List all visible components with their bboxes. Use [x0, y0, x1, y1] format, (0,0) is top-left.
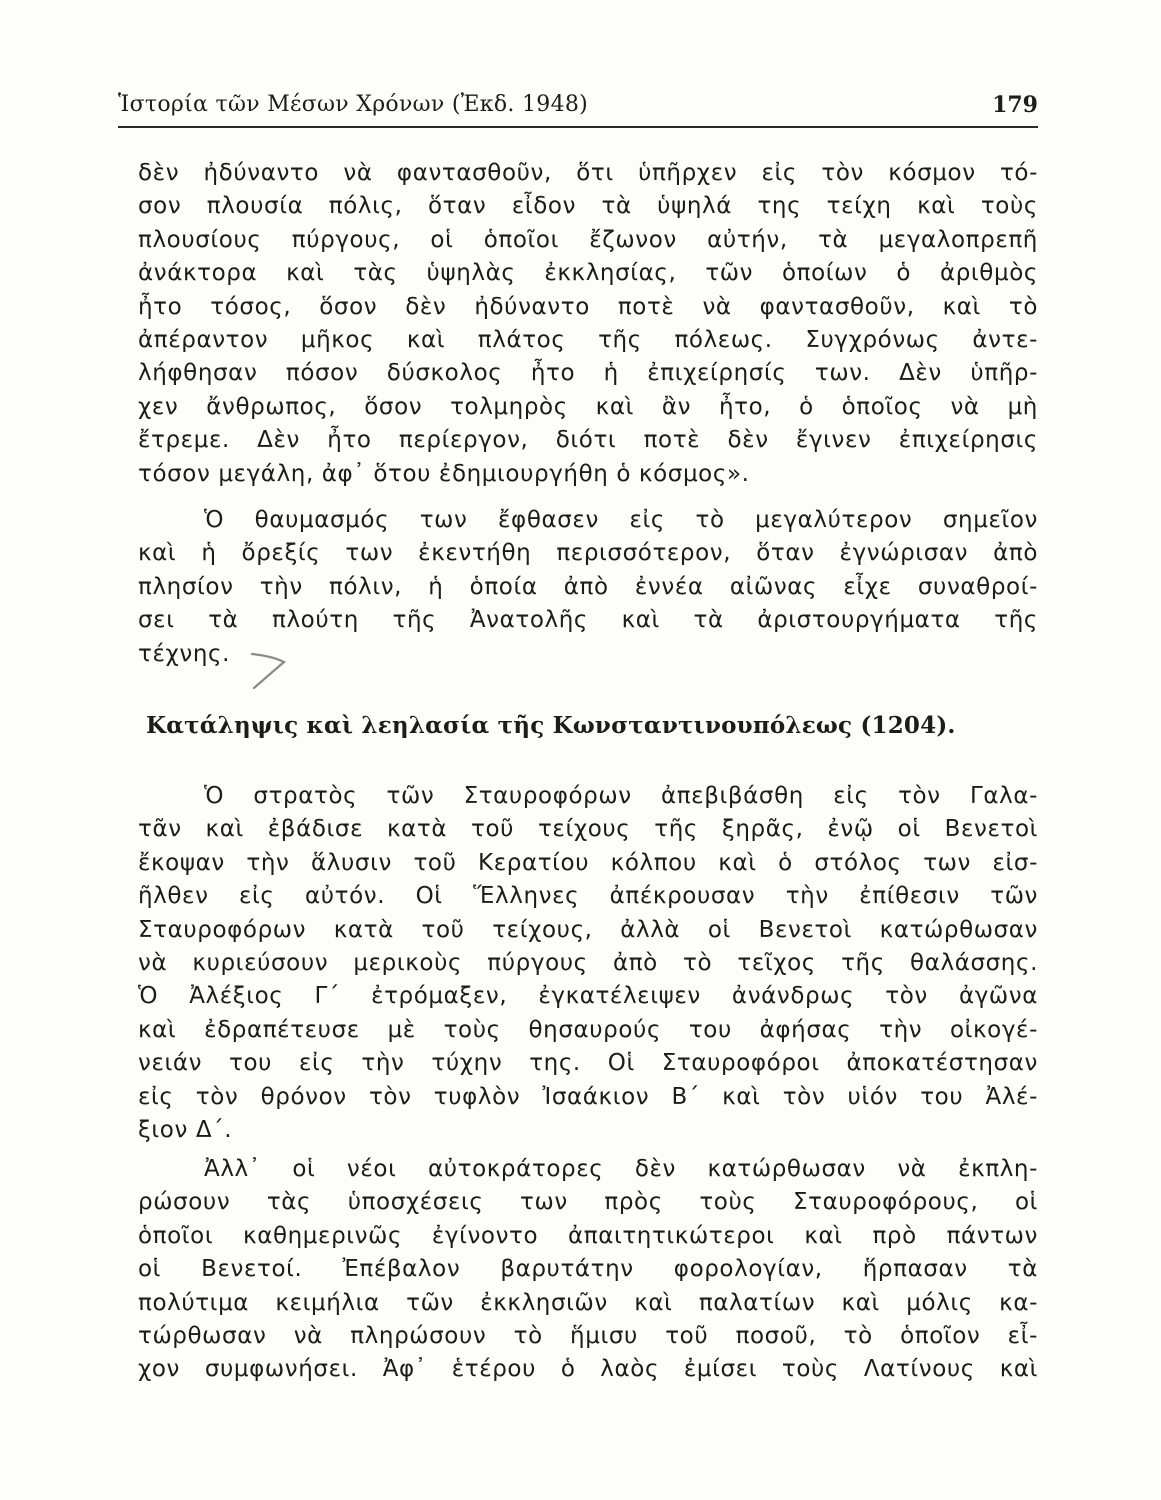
text-line: ἀπέραντον μῆκος καὶ πλάτος τῆς πόλεως. Συγχρόνως ἀντε-	[138, 326, 1038, 353]
text-line: τώρθωσαν νὰ πληρώσουν τὸ ἥμισυ τοῦ ποσοῦ, τὸ ὁποῖον εἶ-	[138, 1322, 1038, 1349]
text-line: σον πλουσία πόλις, ὅταν εἶδον τὰ ὑψηλά της τείχη καὶ τοὺς	[138, 193, 1038, 220]
text-line: ρώσουν τὰς ὑποσχέσεις των πρὸς τοὺς Σταυροφόρους, οἱ	[138, 1189, 1038, 1216]
paragraph-4	[138, 1153, 1038, 1387]
text-line: Ὁ θαυμασμός των ἔφθασεν εἰς τὸ μεγαλύτερον σημεῖον	[204, 507, 1038, 533]
text-line: ῆλθεν εἰς αὐτόν. Οἱ Ἕλληνες ἀπέκρουσαν τὴν ἐπίθεσιν τῶν	[138, 883, 1038, 910]
running-header-title: Ἱστορία τῶν Μέσων Χρόνων (Ἐκδ. 1948)	[118, 92, 589, 117]
paragraph-3	[138, 780, 1038, 1147]
text-line: Ὁ στρατὸς τῶν Σταυροφόρων ἀπεβιβάσθη εἰς τὸν Γαλα-	[204, 783, 1038, 809]
section-heading: Κατάληψις καὶ λεηλασία τῆς Κωνσταντινουπόλεως (1204).	[146, 712, 956, 739]
text-line: τόσον μεγάλη, ἀφ᾽ ὅτου ἐδημιουργήθη ὁ κόσμος».	[138, 460, 750, 487]
text-line: καὶ ἡ ὄρεξίς των ἐκεντήθη περισσότερον, ὅταν ἐγνώρισαν ἀπὸ	[138, 540, 1038, 567]
text-line: σει τὰ πλούτη τῆς Ἀνατολῆς καὶ τὰ ἀριστουργήματα τῆς	[138, 607, 1038, 634]
text-line: πλουσίους πύργους, οἱ ὁποῖοι ἔζωνον αὐτήν, τὰ μεγαλοπρεπῆ	[138, 226, 1038, 253]
text-line: νειάν του εἰς τὴν τύχην της. Οἱ Σταυροφόροι ἀποκατέστησαν	[138, 1050, 1038, 1077]
text-line: εἰς τὸν θρόνον τὸν τυφλὸν Ἰσαάκιον Β΄ καὶ τὸν υἱόν του Ἀλέ-	[138, 1083, 1038, 1110]
text-line: νὰ κυριεύσουν μερικοὺς πύργους ἀπὸ τὸ τεῖχος τῆς θαλάσσης.	[138, 949, 1038, 976]
paragraph-1	[138, 157, 1038, 491]
text-line: καὶ ἐδραπέτευσε μὲ τοὺς θησαυρούς του ἀφήσας τὴν οἰκογέ-	[138, 1016, 1038, 1043]
text-line: ἔκοψαν τὴν ἅλυσιν τοῦ Κερατίου κόλπου καὶ ὁ στόλος των εἰσ-	[138, 849, 1038, 876]
text-line: χον συμφωνήσει. Ἀφ᾽ ἑτέρου ὁ λαὸς ἐμίσει τοὺς Λατίνους καὶ	[138, 1356, 1038, 1383]
text-line: οἱ Βενετοί. Ἐπέβαλον βαρυτάτην φορολογίαν, ἥρπασαν τὰ	[138, 1256, 1038, 1283]
text-line: ἔτρεμε. Δὲν ἦτο περίεργον, διότι ποτὲ δὲν ἔγινεν ἐπιχείρησις	[138, 427, 1038, 454]
text-line: χεν ἄνθρωπος, ὅσον τολμηρὸς καὶ ἂν ἦτο, ὁ ὁποῖος νὰ μὴ	[138, 393, 1038, 420]
text-line: ξιον Δ΄.	[138, 1116, 233, 1143]
text-line: Ὁ Ἀλέξιος Γ΄ ἐτρόμαξεν, ἐγκατέλειψεν ἀνάνδρως τὸν ἀγῶνα	[138, 983, 1038, 1010]
text-line: πολύτιμα κειμήλια τῶν ἐκκλησιῶν καὶ παλατίων καὶ μόλις κα-	[138, 1289, 1038, 1316]
pencil-mark-icon	[246, 644, 296, 698]
text-line: τᾶν καὶ ἐβάδισε κατὰ τοῦ τείχους τῆς ξηρᾶς, ἐνῷ οἱ Βενετοὶ	[138, 816, 1038, 843]
text-line: ἦτο τόσος, ὅσον δὲν ἠδύναντο ποτὲ νὰ φαντασθοῦν, καὶ τὸ	[138, 293, 1038, 320]
text-line: Ἀλλ᾽ οἱ νέοι αὐτοκράτορες δὲν κατώρθωσαν νὰ ἐκπλη-	[204, 1156, 1038, 1182]
text-line: Σταυροφόρων κατὰ τοῦ τείχους, ἀλλὰ οἱ Βενετοὶ κατώρθωσαν	[138, 916, 1038, 943]
text-line: δὲν ἠδύναντο νὰ φαντασθοῦν, ὅτι ὑπῆρχεν εἰς τὸν κόσμον τό-	[138, 160, 1038, 186]
text-line: τέχνης.	[138, 640, 230, 667]
text-line: λήφθησαν πόσον δύσκολος ἦτο ἡ ἐπιχείρησίς των. Δὲν ὑπῆρ-	[138, 360, 1038, 387]
text-line: πλησίον τὴν πόλιν, ἡ ὁποία ἀπὸ ἐννέα αἰῶνας εἶχε συναθροί-	[138, 573, 1038, 600]
text-line: ὁποῖοι καθημερινῶς ἐγίνοντο ἀπαιτητικώτεροι καὶ πρὸ πάντων	[138, 1222, 1038, 1249]
text-line: ἀνάκτορα καὶ τὰς ὑψηλὰς ἐκκλησίας, τῶν ὁποίων ὁ ἀριθμὸς	[138, 260, 1038, 287]
page-number: 179	[992, 92, 1038, 118]
running-header	[118, 92, 1038, 128]
